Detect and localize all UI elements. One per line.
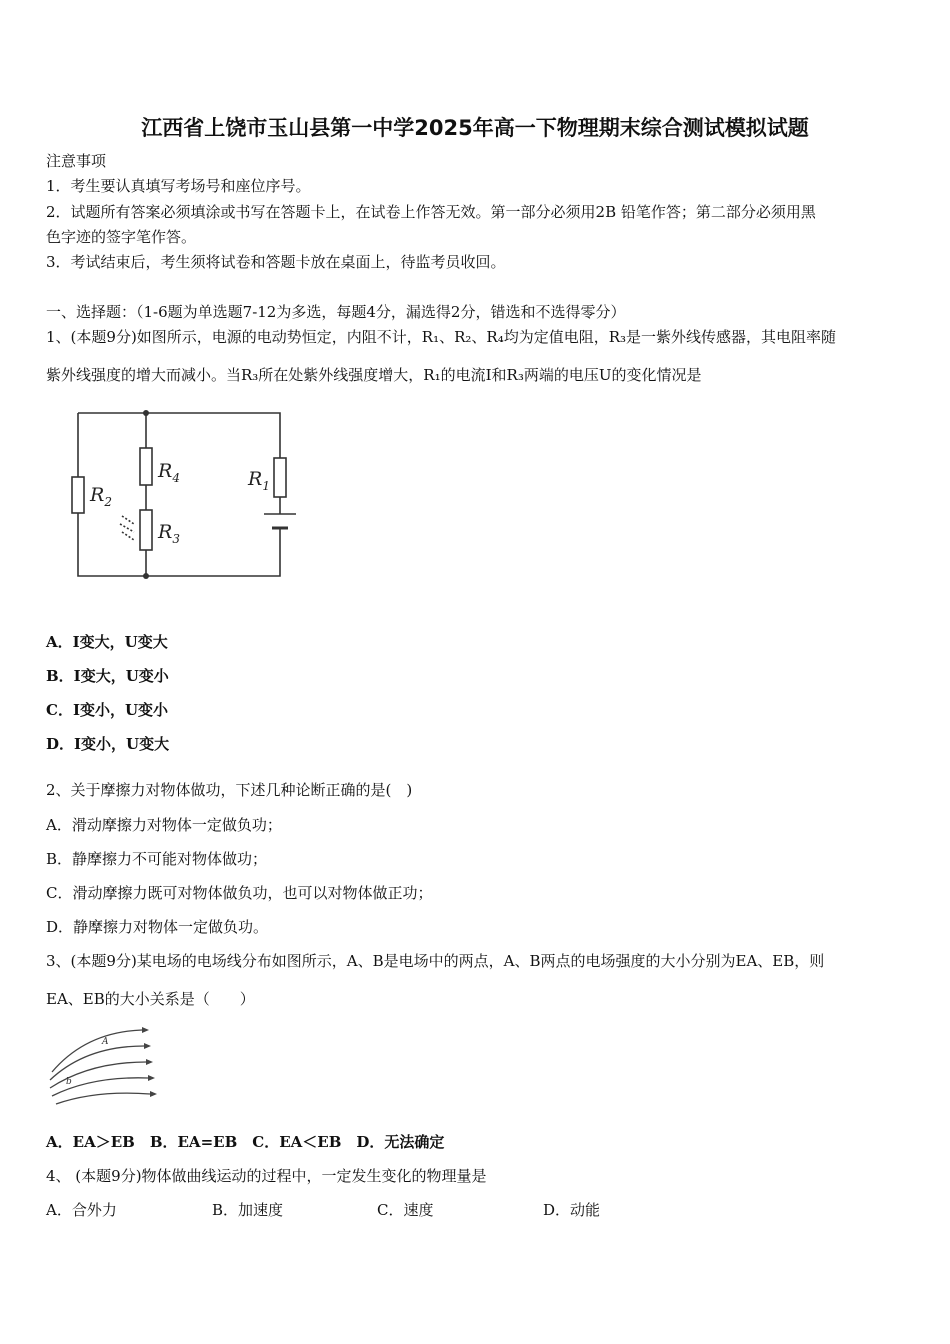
q1-option-c: C．I变小，U变小: [46, 701, 169, 719]
q4-option-c: C．速度: [377, 1201, 434, 1219]
q4-option-d: D．动能: [543, 1201, 601, 1219]
point-b-label: b: [66, 1077, 72, 1087]
q2-option-a: A．滑动摩擦力对物体一定做负功；: [46, 816, 282, 834]
question-2-stem: 2、关于摩擦力对物体做功，下述几种论断正确的是( ): [46, 781, 413, 799]
q1-option-b: B．I变大，U变小: [46, 667, 169, 685]
resistor-r2: [72, 477, 84, 513]
q4-option-b: B．加速度: [212, 1201, 284, 1219]
label-r1: $R_1$: [248, 468, 270, 493]
resistor-r1: [274, 458, 286, 497]
q2-option-c: C．滑动摩擦力既可对物体做负功，也可以对物体做正功；: [46, 884, 433, 902]
q4-option-a: A．合外力: [46, 1201, 117, 1219]
page-title: 江西省上饶市玉山县第一中学2025年高一下物理期末综合测试模拟试题: [141, 116, 809, 140]
q1-option-a: A．I变大，U变大: [46, 633, 168, 651]
resistor-r3: [140, 510, 152, 550]
circuit-diagram: [60, 400, 320, 590]
notice-item: 1．考生要认真填写考场号和座位序号。: [46, 177, 311, 195]
point-a-label: A: [102, 1037, 109, 1047]
section-heading: 一、选择题：（1-6题为单选题7-12为多选，每题4分，漏选得2分，错选和不选得零分）: [46, 303, 626, 321]
notice-item: 3．考试结束后，考生须将试卷和答题卡放在桌面上，待监考员收回。: [46, 253, 506, 271]
q2-option-b: B．静摩擦力不可能对物体做功；: [46, 850, 268, 868]
notice-item: 2．试题所有答案必须填涂或书写在答题卡上，在试卷上作答无效。第一部分必须用2B 铅笔作答；第二部分必须用黑: [46, 203, 816, 221]
resistor-r4: [140, 448, 152, 485]
q1-option-d: D．I变小，U变大: [46, 735, 170, 753]
question-1-line-1: 1、(本题9分)如图所示，电源的电动势恒定，内阻不计，R₁、R₂、R₄均为定值电阻，R₃是一紫外线传感器，其电阻率随: [46, 328, 837, 346]
notice-heading: 注意事项: [46, 152, 107, 170]
q2-option-d: D．静摩擦力对物体一定做负功。: [46, 918, 269, 936]
q3-options: A．EA＞EB B．EA=EB C．EA＜EB D．无法确定: [46, 1133, 445, 1151]
label-r4: $R_4$: [158, 460, 180, 485]
label-r3: $R_3$: [158, 521, 180, 546]
notice-item: 色字迹的签字笔作答。: [46, 228, 197, 246]
field-lines-diagram: [46, 1020, 156, 1110]
question-1-line-2: 紫外线强度的增大而减小。当R₃所在处紫外线强度增大，R₁的电流I和R₃两端的电压U的变化情况是: [46, 366, 702, 384]
question-3-line-2: EA、EB的大小关系是（ ）: [46, 990, 255, 1008]
question-4-stem: 4、 (本题9分)物体做曲线运动的过程中，一定发生变化的物理量是: [46, 1167, 487, 1185]
label-r2: $R_2$: [90, 484, 112, 509]
question-3-line-1: 3、(本题9分)某电场的电场线分布如图所示，A、B是电场中的两点，A、B两点的电场强度的大小分别为EA、EB，则: [46, 952, 825, 970]
